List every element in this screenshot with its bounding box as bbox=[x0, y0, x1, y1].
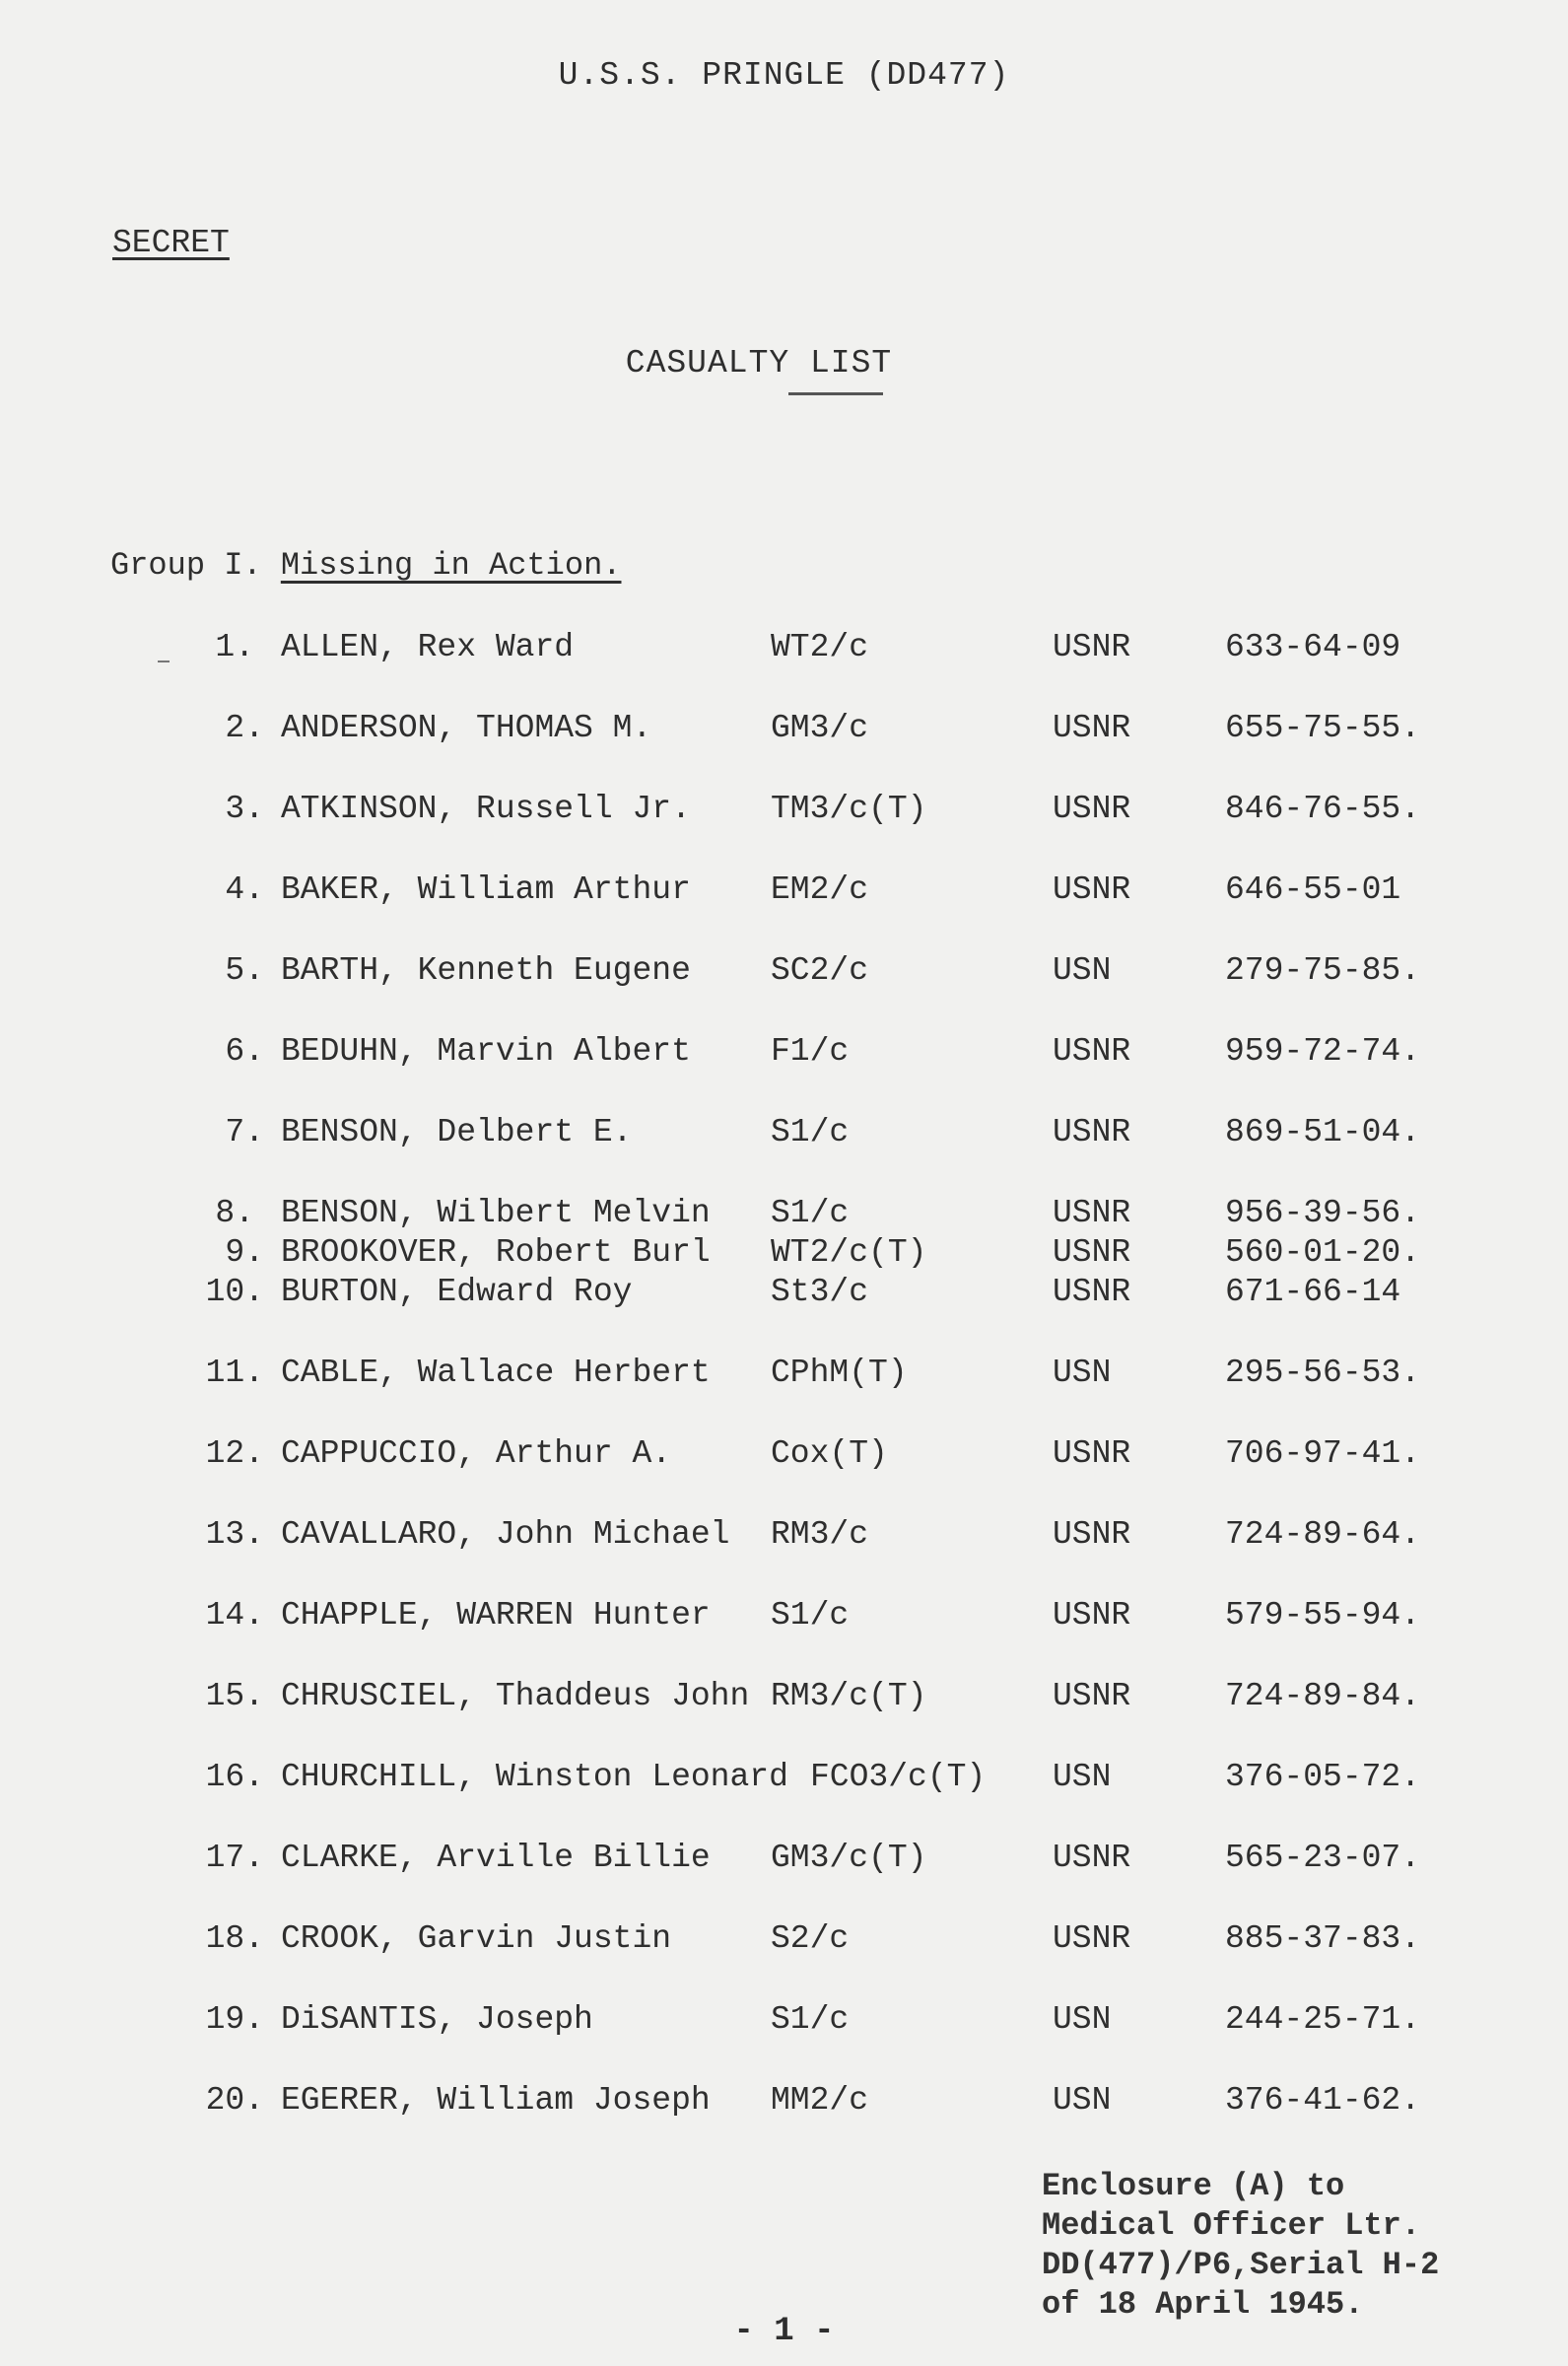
service-number: 295-56-53. bbox=[1225, 1355, 1421, 1391]
enclosure-line: DD(477)/P6,Serial H-2 bbox=[1042, 2247, 1440, 2283]
person-name: CAVALLARO, John Michael bbox=[281, 1516, 730, 1553]
table-row bbox=[0, 710, 1568, 753]
service-branch: USNR bbox=[1053, 629, 1131, 665]
rating: RM3/c bbox=[771, 1516, 869, 1553]
rating: WT2/c bbox=[771, 629, 869, 665]
row-number: 18. bbox=[205, 1920, 264, 1957]
row-number: 19. bbox=[205, 2001, 264, 2038]
title-underline bbox=[788, 392, 883, 395]
row-number: 10. bbox=[205, 1274, 264, 1310]
person-name: EGERER, William Joseph bbox=[281, 2082, 711, 2119]
row-number: 17. bbox=[205, 1840, 264, 1876]
rating: WT2/c(T) bbox=[771, 1234, 927, 1271]
table-row bbox=[0, 871, 1568, 915]
service-number: 885-37-83. bbox=[1225, 1920, 1421, 1957]
group-label: Group I. bbox=[110, 547, 262, 584]
person-name: BROOKOVER, Robert Burl bbox=[281, 1234, 711, 1271]
table-row bbox=[0, 1195, 1568, 1238]
service-branch: USN bbox=[1053, 952, 1112, 989]
service-number: 376-05-72. bbox=[1225, 1759, 1421, 1795]
service-branch: USNR bbox=[1053, 1597, 1131, 1634]
person-name: ALLEN, Rex Ward bbox=[281, 629, 575, 665]
table-row bbox=[0, 1114, 1568, 1157]
enclosure-line: of 18 April 1945. bbox=[1042, 2286, 1364, 2323]
service-number: 724-89-64. bbox=[1225, 1516, 1421, 1553]
row-number: 15. bbox=[205, 1678, 264, 1714]
enclosure-line: Medical Officer Ltr. bbox=[1042, 2207, 1421, 2244]
person-name: BENSON, Delbert E. bbox=[281, 1114, 633, 1150]
service-number: 671-66-14 bbox=[1225, 1274, 1401, 1310]
service-branch: USN bbox=[1053, 2001, 1112, 2038]
service-branch: USNR bbox=[1053, 710, 1131, 746]
service-number: 579-55-94. bbox=[1225, 1597, 1421, 1634]
table-row bbox=[0, 1355, 1568, 1398]
service-branch: USN bbox=[1053, 2082, 1112, 2119]
ship-heading: U.S.S. PRINGLE (DD477) bbox=[558, 57, 1010, 94]
rating: S2/c bbox=[771, 1920, 850, 1957]
service-branch: USN bbox=[1053, 1355, 1112, 1391]
rating: SC2/c bbox=[771, 952, 869, 989]
service-branch: USNR bbox=[1053, 1516, 1131, 1553]
rating: EM2/c bbox=[771, 871, 869, 908]
service-branch: USNR bbox=[1053, 1033, 1131, 1070]
rating: FCO3/c(T) bbox=[810, 1759, 987, 1795]
service-branch: USNR bbox=[1053, 1234, 1131, 1271]
service-branch: USNR bbox=[1053, 1920, 1131, 1957]
service-number: 706-97-41. bbox=[1225, 1435, 1421, 1472]
rating: TM3/c(T) bbox=[771, 791, 927, 827]
group-title: Missing in Action. bbox=[280, 547, 622, 584]
row-number: 4. bbox=[225, 871, 264, 908]
group-heading bbox=[110, 547, 621, 584]
rating: F1/c bbox=[771, 1033, 850, 1070]
service-number: 633-64-09 bbox=[1225, 629, 1401, 665]
enclosure-line: Enclosure (A) to bbox=[1042, 2168, 1345, 2204]
row-number: 1. bbox=[215, 629, 254, 665]
service-number: 646-55-01 bbox=[1225, 871, 1401, 908]
table-row bbox=[0, 1234, 1568, 1278]
person-name: ATKINSON, Russell Jr. bbox=[281, 791, 691, 827]
rating: RM3/c(T) bbox=[771, 1678, 927, 1714]
service-number: 655-75-55. bbox=[1225, 710, 1421, 746]
service-number: 846-76-55. bbox=[1225, 791, 1421, 827]
page-number: - 1 - bbox=[733, 2313, 835, 2350]
table-row bbox=[0, 2082, 1568, 2125]
person-name: BENSON, Wilbert Melvin bbox=[281, 1195, 711, 1231]
table-row bbox=[0, 1274, 1568, 1317]
row-number: 3. bbox=[225, 791, 264, 827]
row-number: 6. bbox=[225, 1033, 264, 1070]
table-row bbox=[0, 1435, 1568, 1479]
service-branch: USNR bbox=[1053, 791, 1131, 827]
table-row bbox=[0, 1920, 1568, 1964]
row-number: 11. bbox=[205, 1355, 264, 1391]
person-name: CAPPUCCIO, Arthur A. bbox=[281, 1435, 672, 1472]
row-number: 7. bbox=[225, 1114, 264, 1150]
person-name: CROOK, Garvin Justin bbox=[281, 1920, 672, 1957]
person-name: BAKER, William Arthur bbox=[281, 871, 691, 908]
rating: S1/c bbox=[771, 2001, 850, 2038]
page-title: CASUALTY LIST bbox=[625, 345, 893, 382]
service-branch: USNR bbox=[1053, 871, 1131, 908]
rating: Cox(T) bbox=[771, 1435, 888, 1472]
person-name: CHAPPLE, WARREN Hunter bbox=[281, 1597, 711, 1634]
person-name: BEDUHN, Marvin Albert bbox=[281, 1033, 691, 1070]
row-number: 20. bbox=[205, 2082, 264, 2119]
service-number: 959-72-74. bbox=[1225, 1033, 1421, 1070]
service-branch: USNR bbox=[1053, 1114, 1131, 1150]
service-branch: USNR bbox=[1053, 1840, 1131, 1876]
rating: St3/c bbox=[771, 1274, 869, 1310]
table-row bbox=[0, 1033, 1568, 1077]
row-number: 2. bbox=[225, 710, 264, 746]
table-row bbox=[0, 1759, 1568, 1802]
row-number: 12. bbox=[205, 1435, 264, 1472]
service-branch: USNR bbox=[1053, 1435, 1131, 1472]
row-number: 5. bbox=[225, 952, 264, 989]
table-row bbox=[0, 1840, 1568, 1883]
rating: S1/c bbox=[771, 1195, 850, 1231]
table-row bbox=[0, 1597, 1568, 1640]
person-name: DiSANTIS, Joseph bbox=[281, 2001, 593, 2038]
table-row bbox=[0, 1678, 1568, 1721]
row-number: 16. bbox=[205, 1759, 264, 1795]
row-number: 13. bbox=[205, 1516, 264, 1553]
rating: GM3/c(T) bbox=[771, 1840, 927, 1876]
service-number: 956-39-56. bbox=[1225, 1195, 1421, 1231]
service-branch: USNR bbox=[1053, 1274, 1131, 1310]
row-number: 8. bbox=[215, 1195, 254, 1231]
rating: GM3/c bbox=[771, 710, 869, 746]
row-number: 9. bbox=[225, 1234, 264, 1271]
table-row bbox=[0, 791, 1568, 834]
table-row bbox=[0, 952, 1568, 996]
person-name: CHURCHILL, Winston Leonard bbox=[281, 1759, 788, 1795]
service-number: 565-23-07. bbox=[1225, 1840, 1421, 1876]
service-branch: USN bbox=[1053, 1759, 1112, 1795]
rating: S1/c bbox=[771, 1114, 850, 1150]
service-branch: USNR bbox=[1053, 1195, 1131, 1231]
rating: S1/c bbox=[771, 1597, 850, 1634]
table-row bbox=[0, 1516, 1568, 1560]
person-name: ANDERSON, THOMAS M. bbox=[281, 710, 652, 746]
service-number: 560-01-20. bbox=[1225, 1234, 1421, 1271]
rating: CPhM(T) bbox=[771, 1355, 908, 1391]
person-name: CABLE, Wallace Herbert bbox=[281, 1355, 711, 1391]
service-number: 376-41-62. bbox=[1225, 2082, 1421, 2119]
classification-label: SECRET bbox=[112, 225, 230, 261]
person-name: CLARKE, Arville Billie bbox=[281, 1840, 711, 1876]
enclosure-note bbox=[1042, 2167, 1439, 2325]
service-branch: USNR bbox=[1053, 1678, 1131, 1714]
rating: MM2/c bbox=[771, 2082, 869, 2119]
service-number: 724-89-84. bbox=[1225, 1678, 1421, 1714]
service-number: 869-51-04. bbox=[1225, 1114, 1421, 1150]
row-number: 14. bbox=[205, 1597, 264, 1634]
service-number: 279-75-85. bbox=[1225, 952, 1421, 989]
table-row bbox=[0, 629, 1568, 672]
table-row bbox=[0, 2001, 1568, 2045]
person-name: CHRUSCIEL, Thaddeus John bbox=[281, 1678, 750, 1714]
person-name: BURTON, Edward Roy bbox=[281, 1274, 633, 1310]
person-name: BARTH, Kenneth Eugene bbox=[281, 952, 691, 989]
service-number: 244-25-71. bbox=[1225, 2001, 1421, 2038]
